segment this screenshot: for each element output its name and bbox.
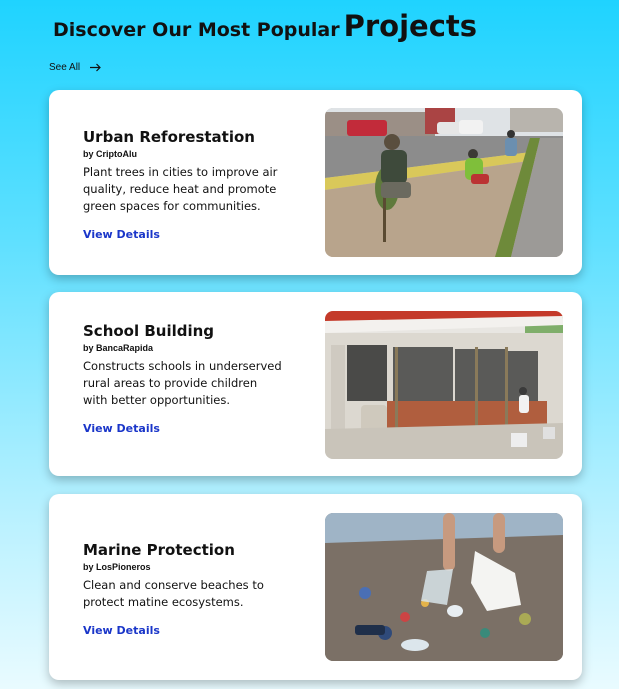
project-image-school-construction bbox=[325, 311, 563, 459]
project-card-text bbox=[83, 322, 283, 435]
project-description: Plant trees in cities to improve air quality, reduce heat and promote green spaces for communities. bbox=[83, 165, 278, 213]
project-image-beach-cleanup bbox=[325, 513, 563, 661]
project-description: Clean and conserve beaches to protect matine ecosystems. bbox=[83, 578, 264, 609]
see-all-label: See All bbox=[49, 62, 81, 73]
project-title: Urban Reforestation bbox=[83, 128, 255, 146]
project-author: by LosPioneros bbox=[83, 562, 151, 572]
project-image-tree-planting bbox=[325, 108, 563, 257]
page-title-emphasis: Projects bbox=[343, 9, 478, 43]
page-title-prefix: Discover Our Most Popular bbox=[53, 19, 340, 41]
project-title: School Building bbox=[83, 322, 215, 340]
project-card-urban-reforestation bbox=[49, 90, 582, 275]
project-card-school-building bbox=[49, 292, 582, 476]
project-title: Marine Protection bbox=[83, 541, 235, 559]
project-card-text bbox=[83, 128, 283, 241]
project-author: by BancaRapida bbox=[83, 343, 154, 353]
view-details-link[interactable]: View Details bbox=[83, 624, 160, 637]
arrow-right-icon bbox=[90, 63, 101, 72]
project-author: by CriptoAlu bbox=[83, 149, 137, 159]
view-details-link[interactable]: View Details bbox=[83, 422, 160, 435]
project-card-marine-protection bbox=[49, 494, 582, 680]
page-title bbox=[53, 6, 477, 44]
see-all-link[interactable] bbox=[49, 62, 101, 73]
project-description: Constructs schools in underserved rural areas to provide children with better opportunities. bbox=[83, 359, 282, 407]
project-card-text bbox=[83, 541, 283, 637]
view-details-link[interactable]: View Details bbox=[83, 228, 160, 241]
